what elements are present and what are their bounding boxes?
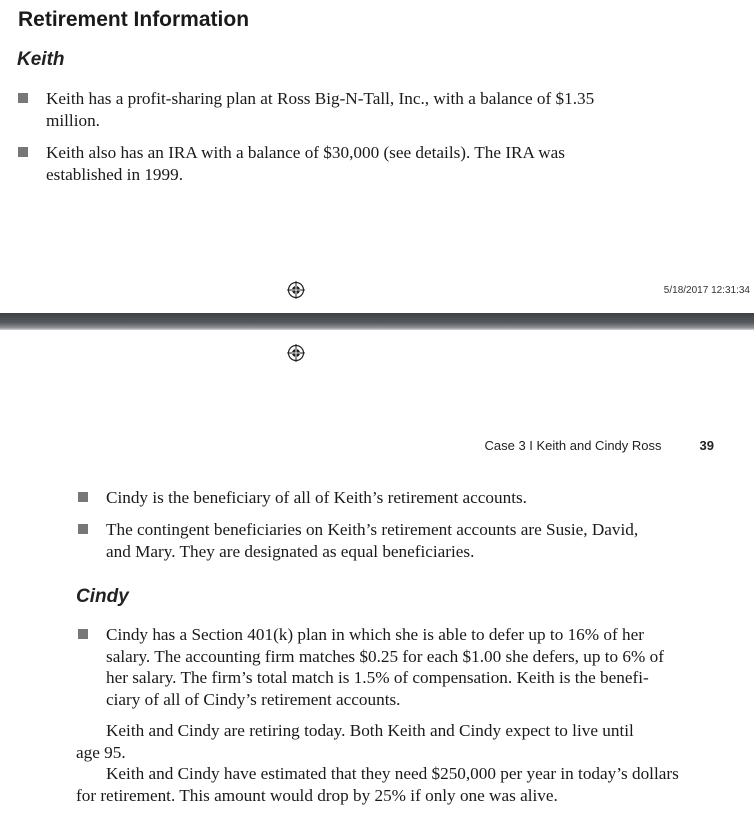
list-item [78,519,738,563]
list-item [18,88,718,132]
bullet-line: and Mary. They are designated as equal beneficiaries. [106,541,475,561]
keith-heading: Keith [17,49,65,70]
paragraph-income-need [76,763,714,806]
bullet-line: Keith has a profit-sharing plan at Ross Big-N-Tall, Inc., with a balance of $1.35 [46,89,595,108]
paragraph-retiring [76,720,714,763]
page-divider [0,313,754,330]
bullet-square-icon [78,492,88,502]
registration-mark-icon [287,281,305,299]
bullet-line: Cindy is the beneficiary of all of Keith’s retirement accounts. [106,488,527,507]
top-page [0,0,754,313]
list-item [78,624,738,712]
bullet-square-icon [78,524,88,534]
running-head [484,438,714,453]
paragraph-line: Keith and Cindy are retiring today. Both Keith and Cindy expect to live until [106,721,634,740]
bullet-line: her salary. The firm’s total match is 1.5% of compensation. Keith is the benefi- [106,668,649,687]
bullet-line: million. [46,110,100,130]
registration-mark-icon [287,344,305,362]
list-item [78,487,738,509]
bullet-line: The contingent beneficiaries on Keith’s retirement accounts are Susie, David, [106,520,639,539]
bullet-line: Cindy has a Section 401(k) plan in which she is able to defer up to 16% of her [106,625,644,644]
page-number: 39 [699,438,714,453]
list-item [18,142,718,186]
bullet-square-icon [18,147,28,157]
bullet-square-icon [18,93,28,103]
running-head-title: Case 3 I Keith and Cindy Ross [484,438,662,453]
paragraph-line: Keith and Cindy have estimated that they need $250,000 per year in today’s dollars [106,764,679,783]
section-title: Retirement Information [18,8,250,31]
bullet-line: salary. The accounting firm matches $0.25 for each $1.00 she defers, up to 6% of [106,646,664,666]
bullet-line: Keith also has an IRA with a balance of $30,000 (see details). The IRA was [46,143,565,162]
bullet-line: ciary of all of Cindy’s retirement accounts. [106,689,401,709]
print-timestamp: 5/18/2017 12:31:34 [663,285,750,296]
bullet-line: established in 1999. [46,164,184,184]
cindy-heading: Cindy [76,586,129,607]
paragraph-line: age 95. [76,742,126,762]
bullet-square-icon [78,629,88,639]
paragraph-line: for retirement. This amount would drop by 25% if only one was alive. [76,785,558,805]
